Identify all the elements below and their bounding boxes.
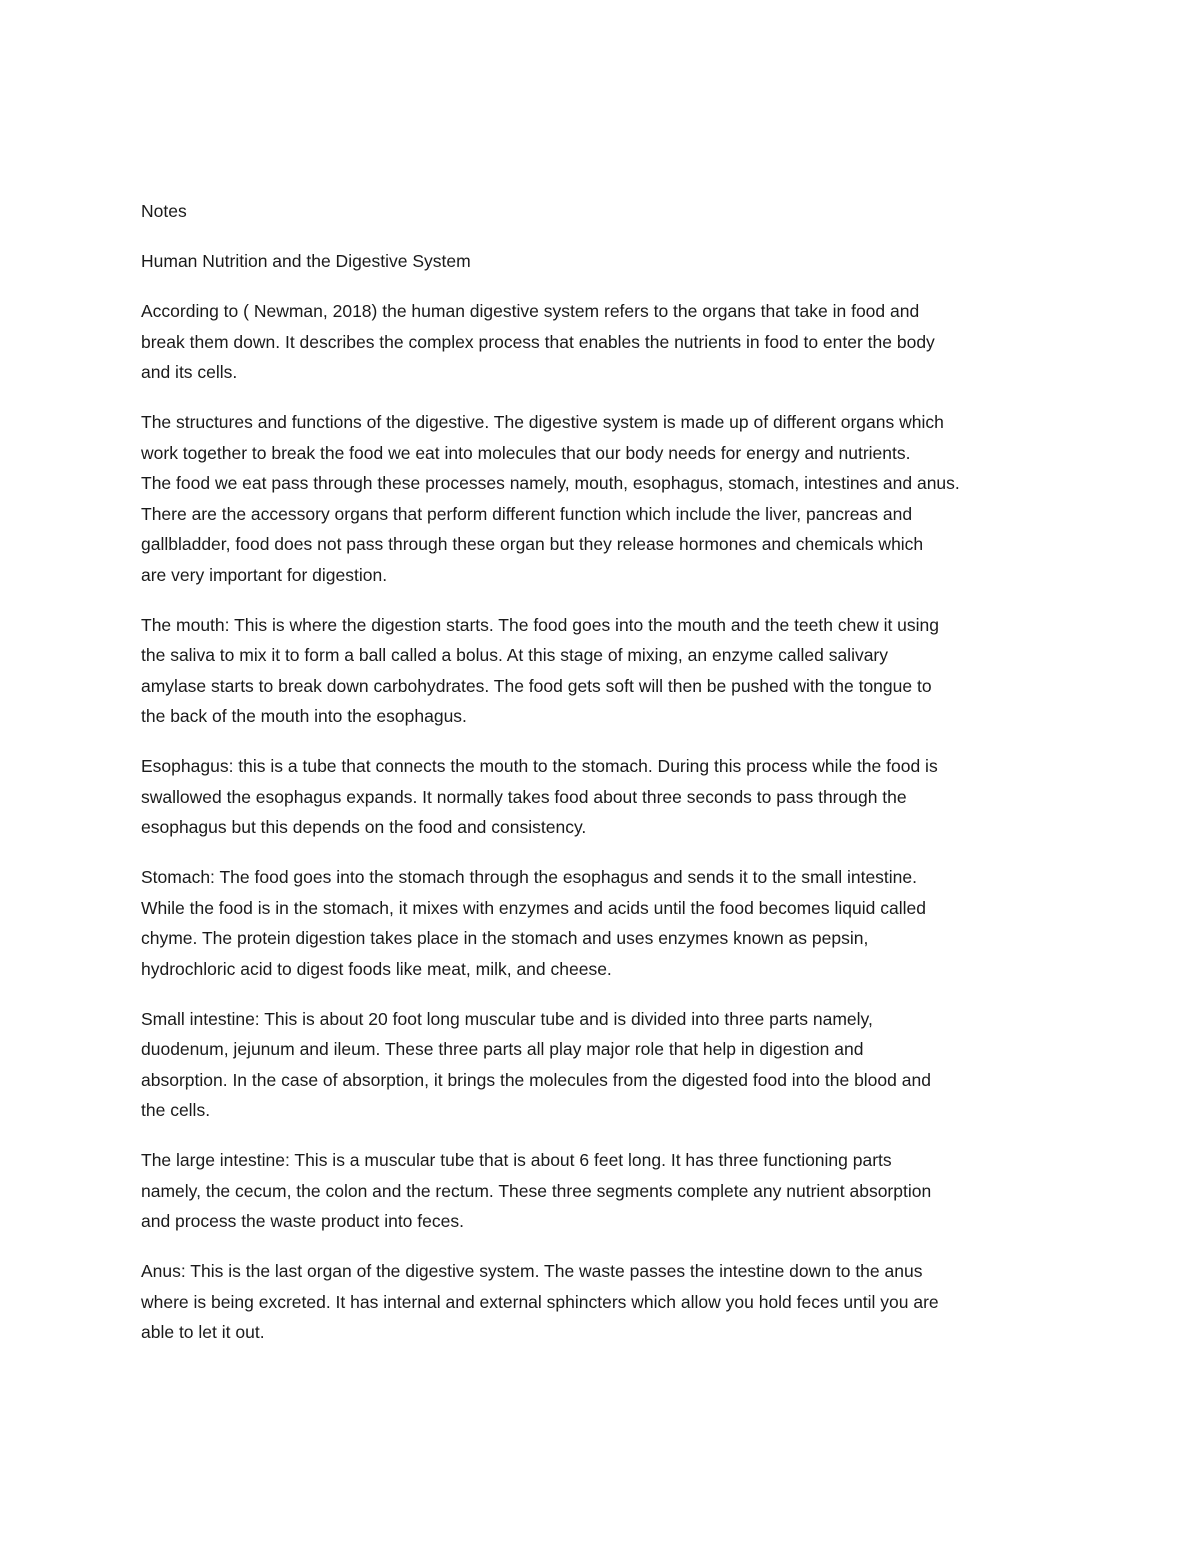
paragraph-line: Small intestine: This is about 20 foot long muscular tube and is divided into three parts namely, — [141, 1008, 873, 1029]
paragraph-line: namely, the cecum, the colon and the rectum. These three segments complete any nutrient absorption — [141, 1180, 932, 1201]
paragraph-line: There are the accessory organs that perform different function which include the liver, pancreas and — [141, 503, 913, 524]
paragraph-anus — [141, 1256, 1061, 1348]
paragraph-line: are very important for digestion. — [141, 564, 388, 585]
paragraph-line: absorption. In the case of absorption, it brings the molecules from the digested food into the blood and — [141, 1069, 931, 1090]
paragraph-line: Anus: This is the last organ of the digestive system. The waste passes the intestine down to the anus — [141, 1261, 923, 1281]
paragraph-line: gallbladder, food does not pass through these organ but they release hormones and chemicals which — [141, 534, 924, 554]
paragraph-introduction — [141, 296, 1061, 388]
paragraph-line: Stomach: The food goes into the stomach through the esophagus and sends it to the small intestine. — [141, 867, 917, 887]
paragraph-structures — [141, 407, 1061, 590]
paragraph-mouth — [141, 610, 1061, 732]
paragraph-line: chyme. The protein digestion takes place in the stomach and uses enzymes known as pepsin, — [141, 928, 869, 948]
paragraph-line: hydrochloric acid to digest foods like meat, milk, and cheese. — [141, 958, 612, 979]
paragraph-line: able to let it out. — [141, 1322, 265, 1342]
paragraph-line: amylase starts to break down carbohydrates. The food gets soft will then be pushed with the tongue to — [141, 675, 932, 696]
paragraph-line: The structures and functions of the digestive. The digestive system is made up of different organs which — [141, 412, 944, 432]
paragraph-line: break them down. It describes the complex process that enables the nutrients in food to enter the body — [141, 331, 935, 352]
paragraph-line: Esophagus: this is a tube that connects the mouth to the stomach. During this process while the food is — [141, 756, 938, 776]
paragraph-line: the saliva to mix it to form a ball called a bolus. At this stage of mixing, an enzyme called salivary — [141, 645, 889, 665]
document-body — [141, 196, 1061, 1367]
paragraph-line: esophagus but this depends on the food and consistency. — [141, 817, 587, 837]
paragraph-line: duodenum, jejunum and ileum. These three parts all play major role that help in digestion and — [141, 1039, 864, 1059]
paragraph-line: work together to break the food we eat into molecules that our body needs for energy and nutrients. — [141, 442, 911, 463]
document-title: Human Nutrition and the Digestive System — [141, 251, 471, 271]
paragraph-line: and process the waste product into feces. — [141, 1211, 464, 1231]
paragraph-line: The food we eat pass through these processes namely, mouth, esophagus, stomach, intestines and anus. — [141, 473, 960, 493]
paragraph-line: The mouth: This is where the digestion starts. The food goes into the mouth and the teeth chew it using — [141, 614, 940, 635]
paragraph-line: the back of the mouth into the esophagus. — [141, 706, 467, 726]
paragraph-line: the cells. — [141, 1100, 211, 1120]
paragraph-line: where is being excreted. It has internal and external sphincters which allow you hold feces until you are — [141, 1291, 939, 1312]
paragraph-large-intestine — [141, 1145, 1061, 1237]
paragraph-line: and its cells. — [141, 362, 238, 382]
paragraph-stomach — [141, 862, 1061, 984]
paragraph-small-intestine — [141, 1004, 1061, 1126]
paragraph-line: While the food is in the stomach, it mixes with enzymes and acids until the food becomes liquid called — [141, 897, 926, 918]
paragraph-line: According to ( Newman, 2018) the human digestive system refers to the organs that take in food and — [141, 301, 920, 321]
paragraph-line: swallowed the esophagus expands. It normally takes food about three seconds to pass through the — [141, 786, 907, 807]
paragraph-line: The large intestine: This is a muscular tube that is about 6 feet long. It has three functioning parts — [141, 1150, 892, 1170]
paragraph-esophagus — [141, 751, 1061, 843]
notes-heading: Notes — [141, 201, 187, 221]
